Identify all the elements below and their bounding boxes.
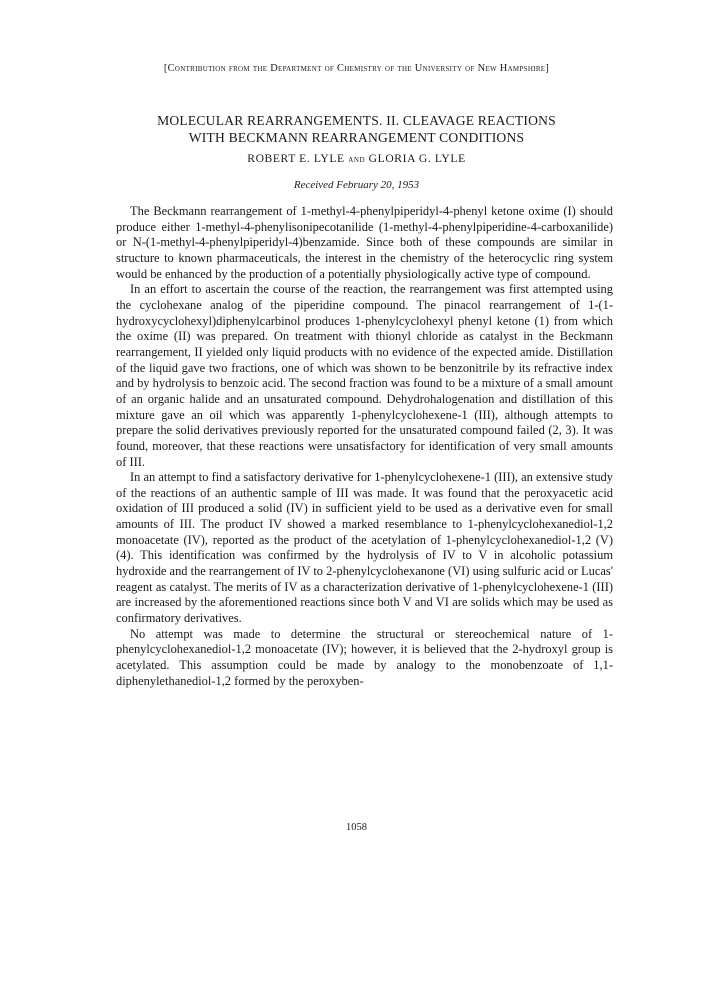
received-date: Received February 20, 1953 (293, 179, 420, 191)
paragraph: No attempt was made to determine the structural or stereochemical nature of 1-phenylcyclohexanediol-1,2 monoacetate (IV); however, it is believed that the 2-hydroxyl group is acetylated. This assumption could be made by analogy to the monobenzoate of 1,1-diphenylethanediol-1,2 formed by the peroxyben- (116, 626, 613, 688)
author-line (150, 152, 563, 165)
paragraph: In an attempt to find a satisfactory derivative for 1-phenylcyclohexene-1 (III), an extensive study of the reactions of an authentic sample of III was made. It was found that the peroxyacetic acid oxidation of III produced a solid (IV) in sufficient yield to be used as a derivative even for small amounts of III. The product IV showed a marked resemblance to 1-phenylcyclohexanediol-1,2 monoacetate (IV), reported as the product of the acetylation of 1-phenylcyclohexanediol-1,2 (V) (4). This identification was confirmed by the hydrolysis of IV to V in alcoholic potassium hydroxide and the rearrangement of IV to 2-phenylcyclohexanone (VI) using sulfuric acid or Lucas' reagent as catalyst. The merits of IV as a characterization derivative of 1-phenylcyclohexene-1 (III) are increased by the aforementioned reactions since both V and VI are solids which may be used as confirmatory derivatives. (116, 470, 613, 626)
page-number: 1058 (346, 822, 367, 833)
title-line-1: MOLECULAR REARRANGEMENTS. II. CLEAVAGE REACTIONS (157, 113, 556, 128)
article-title (110, 112, 603, 146)
author-conjunction: and (348, 154, 366, 165)
article-body (116, 204, 613, 689)
author-second: GLORIA G. LYLE (368, 152, 466, 165)
author-first: ROBERT E. LYLE (247, 152, 345, 165)
title-line-2: WITH BECKMANN REARRANGEMENT CONDITIONS (188, 130, 525, 145)
paragraph: The Beckmann rearrangement of 1-methyl-4-phenylpiperidyl-4-phenyl ketone oxime (I) should produce either 1-methyl-4-phenylisonipecotanilide (1-methyl-4-phenylpiperidine-4-carboxanilide) or N-(1-methyl-4-phenylpiperidyl-4)benzamide. Since both of these compounds are similar in structure to known pharmaceuticals, the interest in the chemistry of the heterocyclic ring system would be enhanced by the production of a potentially physiologically active type of compound. (116, 204, 613, 281)
contribution-header: [Contribution from the Department of Chemistry of the University of New Hampshire] (163, 63, 550, 74)
paragraph: In an effort to ascertain the course of the reaction, the rearrangement was first attempted using the cyclohexane analog of the piperidine compound. The pinacol rearrangement of 1-(1-hydroxycyclohexyl)diphenylcarbinol produces 1-phenylcyclohexyl phenyl ketone (1) from which the oxime (II) was prepared. On treatment with thionyl chloride as catalyst in the Beckmann rearrangement, II yielded only liquid products with no evidence of the expected amide. Distillation of the liquid gave two fractions, one of which was shown to be benzonitrile by its refractive index and by hydrolysis to benzoic acid. The second fraction was found to be a mixture of a small amount of an organic halide and an unsaturated compound. Dehydrohalogenation and distillation of this mixture gave an oil which was apparently 1-phenylcyclohexene-1 (III), although attempts to prepare the solid derivatives previously reported for the unsaturated compound failed (2, 3). It was found, moreover, that these reactions were unsatisfactory for identification of very small amounts of III. (116, 282, 613, 469)
